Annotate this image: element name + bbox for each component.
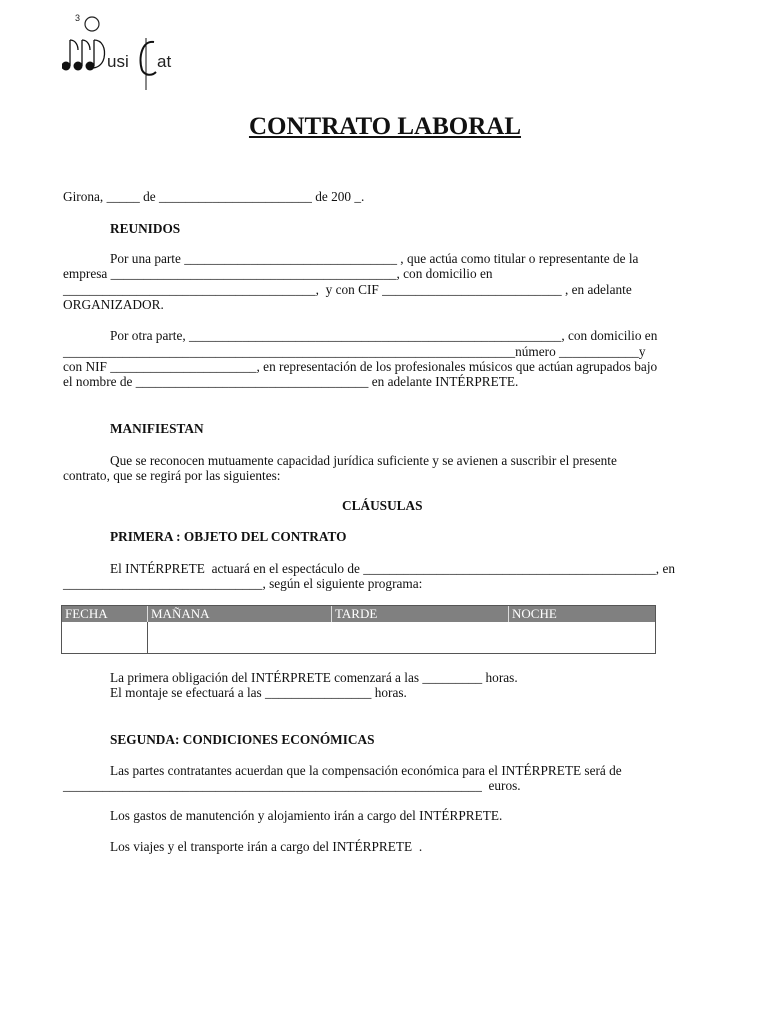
schedule-fecha-cell[interactable] bbox=[62, 622, 148, 653]
col-fecha: FECHA bbox=[62, 606, 148, 622]
reunidos-line-2: empresa ___________________________________________, con domicilio en bbox=[63, 266, 493, 281]
segunda-p3: Los viajes y el transporte irán a cargo del INTÉRPRETE . bbox=[110, 839, 423, 854]
logo-word-left: usi bbox=[107, 52, 129, 71]
col-manana: MAÑANA bbox=[148, 606, 332, 622]
manifiestan-line-1: Que se reconocen mutuamente capacidad jurídica suficiente y se avienen a suscribir el presente bbox=[110, 453, 617, 468]
reunidos-p2-line-2: ____________________________________________________________________número ____________y bbox=[63, 344, 646, 359]
clausulas-heading: CLÁUSULAS bbox=[342, 498, 423, 513]
reunidos-line-1: Por una parte ________________________________ , que actúa como titular o representante de la bbox=[110, 251, 639, 266]
manifiestan-line-2: contrato, que se regirá por las siguientes: bbox=[63, 468, 281, 483]
reunidos-p2-line-3: con NIF ______________________, en representación de los profesionales músicos que actúan agrupados bajo bbox=[63, 359, 658, 374]
segunda-p2: Los gastos de manutención y alojamiento irán a cargo del INTÉRPRETE. bbox=[110, 808, 503, 823]
reunidos-line-4: ORGANIZADOR. bbox=[63, 297, 164, 312]
logo-word-right: at bbox=[157, 52, 172, 71]
segunda-line-2: _______________________________________________________________ euros. bbox=[63, 778, 521, 793]
reunidos-p2-line-4: el nombre de ___________________________________ en adelante INTÉRPRETE. bbox=[63, 374, 519, 389]
col-noche: NOCHE bbox=[512, 606, 557, 621]
primera-heading: PRIMERA : OBJETO DEL CONTRATO bbox=[110, 529, 347, 544]
reunidos-p2-line-1: Por otra parte, ________________________________________________________, con domicilio en bbox=[110, 328, 658, 343]
document-title: CONTRATO LABORAL bbox=[248, 113, 522, 140]
primera-after-line-1: La primera obligación del INTÉRPRETE comenzará a las _________ horas. bbox=[110, 670, 518, 685]
col-tarde: TARDE bbox=[332, 606, 509, 622]
date-line: Girona, _____ de _______________________ de 200 _. bbox=[63, 189, 365, 204]
manifiestan-heading: MANIFIESTAN bbox=[110, 421, 204, 436]
schedule-table bbox=[61, 605, 656, 654]
reunidos-heading: REUNIDOS bbox=[110, 221, 181, 236]
reunidos-line-3: ______________________________________, y con CIF ___________________________ , en adelante bbox=[63, 282, 632, 297]
schedule-table-header bbox=[62, 606, 655, 622]
logo-badge: 3 bbox=[75, 13, 81, 23]
primera-line-1: El INTÉRPRETE actuará en el espectáculo de ____________________________________________, en bbox=[110, 561, 676, 576]
segunda-heading: SEGUNDA: CONDICIONES ECONÓMICAS bbox=[110, 732, 375, 747]
musicat-logo bbox=[62, 14, 182, 94]
primera-after-line-2: El montaje se efectuará a las ________________ horas. bbox=[110, 685, 407, 700]
segunda-line-1: Las partes contratantes acuerdan que la compensación económica para el INTÉRPRETE será de bbox=[110, 763, 622, 778]
primera-line-2: ______________________________, según el siguiente programa: bbox=[63, 576, 423, 591]
